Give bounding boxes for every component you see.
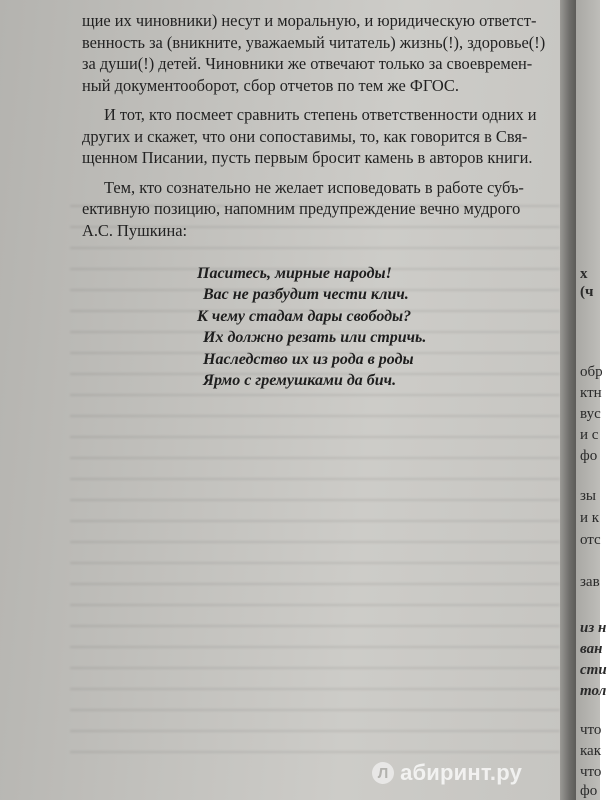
- watermark-logo-icon: Л: [372, 762, 394, 784]
- text-line: венность за (вникните, уважаемый читатель) жизнь(!), здоровье(!): [82, 32, 546, 52]
- watermark-text: абиринт.ру: [400, 760, 522, 785]
- adjacent-fragment: обр: [580, 364, 603, 380]
- poem-line: Ярмо с гремушками да бич.: [203, 372, 397, 390]
- text-line: ективную позицию, напомним предупреждение вечно мудрого: [82, 199, 521, 218]
- watermark: [372, 760, 522, 786]
- poem-quote: [197, 263, 562, 391]
- adjacent-page-edge: [576, 0, 607, 800]
- adjacent-fragment: фо: [580, 783, 598, 799]
- adjacent-fragment: что: [580, 764, 602, 780]
- adjacent-fragment: зав: [580, 574, 600, 590]
- text-line: за души(!) детей. Чиновники же отвечают только за своевремен-: [82, 54, 533, 73]
- page-text: [82, 10, 562, 391]
- adjacent-fragment: сти: [580, 662, 607, 678]
- adjacent-fragment: отс: [580, 532, 601, 548]
- poem-line: Вас не разбудит чести клич.: [203, 286, 409, 304]
- paragraph-2: [82, 104, 562, 169]
- adjacent-fragment: что: [580, 722, 602, 738]
- adjacent-fragment: из н: [580, 620, 607, 636]
- paragraph-3: [82, 177, 562, 242]
- poem-line: Паситесь, мирные народы!: [197, 265, 392, 282]
- text-line: Тем, кто сознательно не желает исповедовать в работе субъ-: [104, 177, 524, 197]
- text-line: щие их чиновники) несут и моральную, и юридическую ответст-: [82, 11, 537, 30]
- adjacent-fragment: зы: [580, 488, 597, 504]
- poem-line: Их должно резать или стричь.: [203, 329, 427, 347]
- text-line: других и скажет, что они сопоставимы, то, как говорится в Свя-: [82, 126, 528, 146]
- adjacent-fragment: и к: [580, 510, 600, 526]
- adjacent-fragment: ктн: [580, 385, 602, 401]
- text-line: И тот, кто посмеет сравнить степень ответственности одних и: [104, 105, 537, 124]
- text-line: ный документооборот, сбор отчетов по тем же ФГОС.: [82, 75, 459, 95]
- book-spine-shadow: [560, 0, 576, 800]
- text-line: щенном Писании, пусть первым бросит камень в авторов книги.: [82, 148, 533, 167]
- adjacent-fragment: фо: [580, 448, 598, 464]
- poem-line: Наследство их из рода в роды: [203, 350, 414, 368]
- adjacent-fragment: как: [580, 743, 602, 759]
- poem-line: К чему стадам дары свободы?: [197, 307, 412, 325]
- adjacent-fragment: (ч: [580, 284, 594, 300]
- text-line: А.С. Пушкина:: [82, 220, 188, 240]
- adjacent-fragment: х: [580, 266, 588, 282]
- adjacent-fragment: и с: [580, 427, 599, 443]
- adjacent-fragment: ван: [580, 641, 603, 657]
- adjacent-fragment: тол: [580, 683, 607, 699]
- paragraph-1: [82, 10, 562, 96]
- adjacent-fragment: вус: [580, 406, 601, 422]
